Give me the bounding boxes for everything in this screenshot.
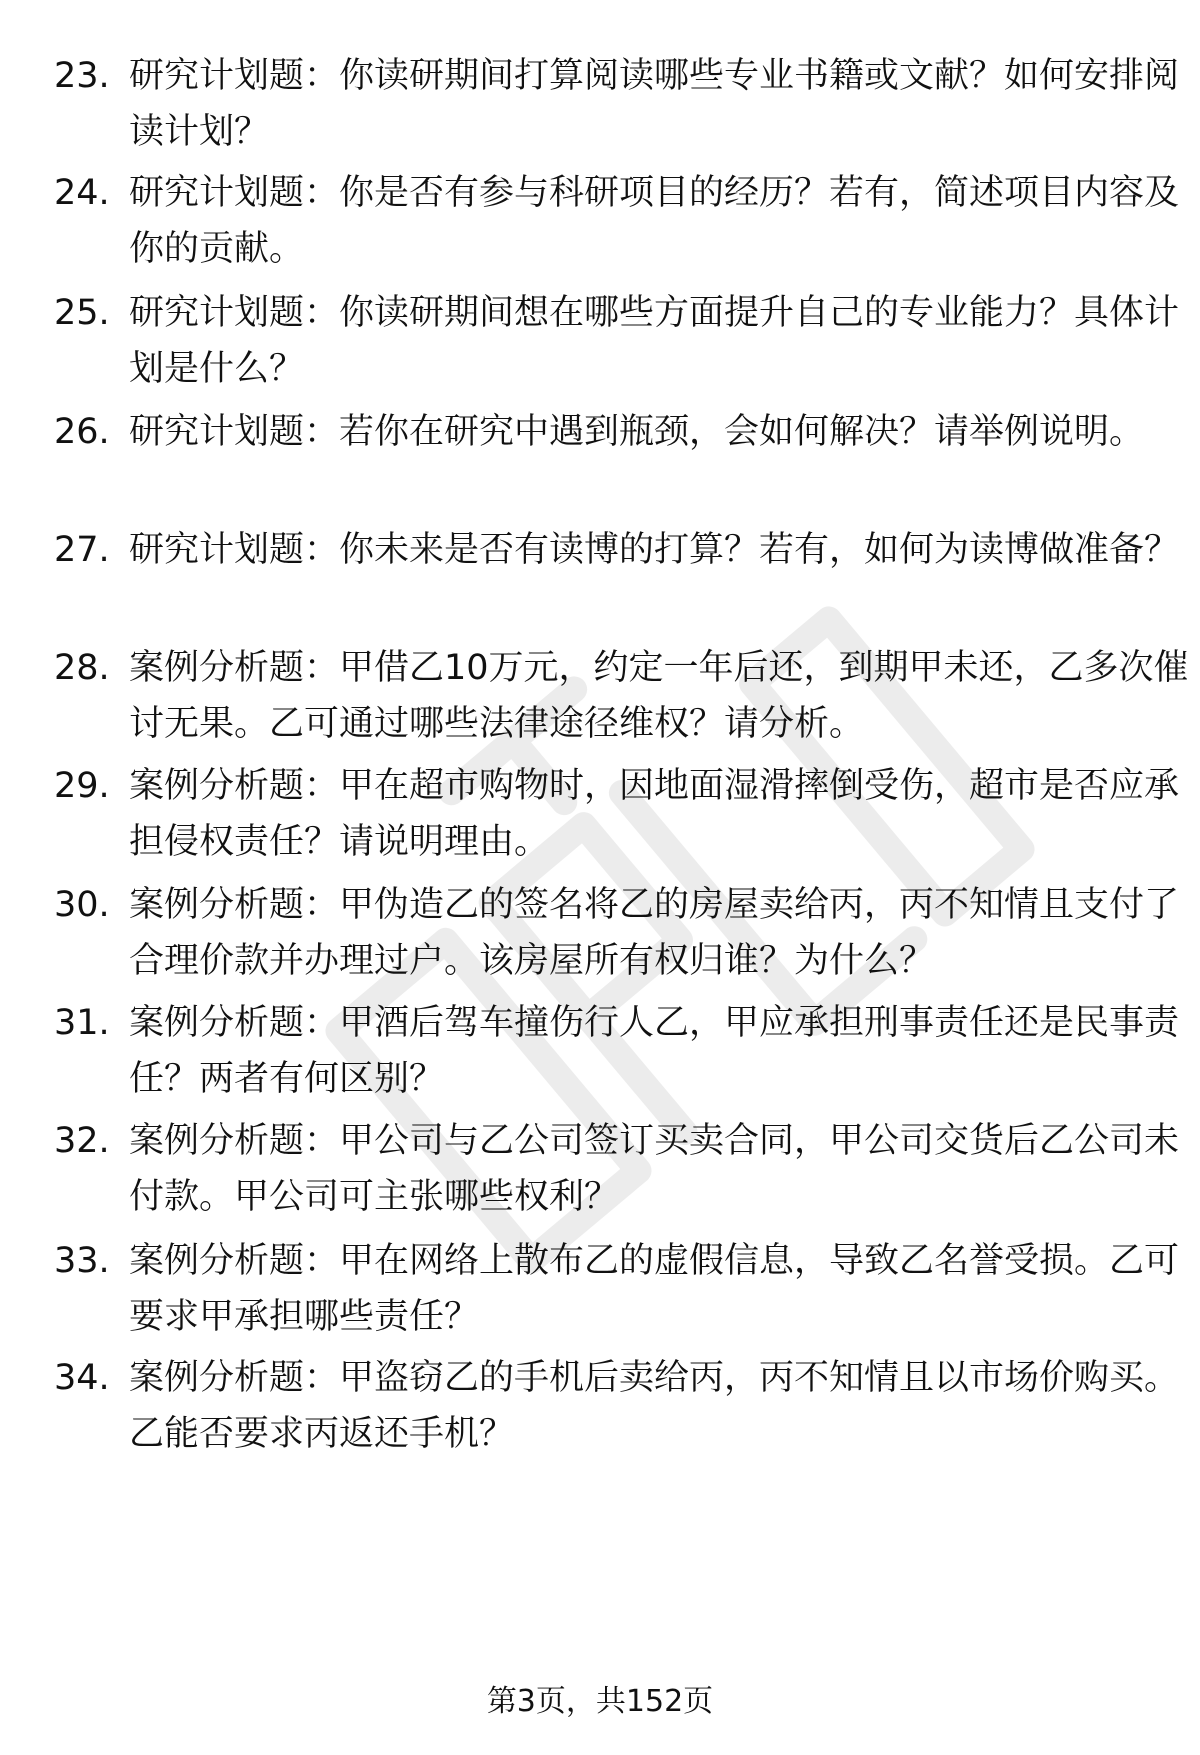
question-text: 案例分析题：甲借乙10万元，约定一年后还，到期甲未还，乙多次催讨无果。乙可通过哪些法律途径维权？请分析。: [129, 648, 1189, 744]
question-item: [54, 995, 1180, 1099]
page-number: 第3页，共152页: [486, 1684, 714, 1719]
question-number: 31.: [54, 1003, 110, 1043]
question-item: [54, 877, 1180, 981]
question-number: 27.: [54, 530, 110, 570]
question-text: 案例分析题：甲在超市购物时，因地面湿滑摔倒受伤，超市是否应承担侵权责任？请说明理由。: [129, 766, 1180, 862]
question-item: [54, 1350, 1180, 1454]
question-item: [54, 285, 1180, 389]
question-number: 25.: [54, 293, 110, 333]
question-text: 案例分析题：甲在网络上散布乙的虚假信息，导致乙名誉受损。乙可要求甲承担哪些责任？: [129, 1241, 1180, 1337]
question-text: 研究计划题：你读研期间想在哪些方面提升自己的专业能力？具体计划是什么？: [129, 293, 1180, 389]
question-item: [54, 1233, 1180, 1337]
question-item: [54, 640, 1189, 744]
question-item: [54, 404, 1154, 504]
question-number: 30.: [54, 885, 110, 925]
question-number: 26.: [54, 412, 110, 452]
question-text: 研究计划题：你读研期间打算阅读哪些专业书籍或文献？如何安排阅读计划？: [129, 56, 1180, 152]
question-number: 23.: [54, 56, 110, 96]
question-item: [54, 522, 1180, 622]
question-item: [54, 758, 1180, 862]
question-number: 24.: [54, 173, 110, 213]
question-item: [54, 48, 1180, 152]
question-text: 案例分析题：甲酒后驾车撞伤行人乙，甲应承担刑事责任还是民事责任？两者有何区别？: [129, 1003, 1180, 1099]
question-number: 32.: [54, 1121, 110, 1161]
question-text: 案例分析题：甲公司与乙公司签订买卖合同，甲公司交货后乙公司未付款。甲公司可主张哪些权利？: [129, 1121, 1180, 1217]
question-item: [54, 1113, 1180, 1217]
question-number: 34.: [54, 1358, 110, 1398]
question-text: 研究计划题：若你在研究中遇到瓶颈，会如何解决？请举例说明。: [129, 412, 1145, 452]
question-number: 33.: [54, 1241, 110, 1281]
question-number: 28.: [54, 648, 110, 688]
question-number: 29.: [54, 766, 110, 806]
question-text: 案例分析题：甲伪造乙的签名将乙的房屋卖给丙，丙不知情且支付了合理价款并办理过户。该房屋所有权归谁？为什么？: [129, 885, 1180, 981]
question-item: [54, 165, 1180, 269]
question-text: 研究计划题：你未来是否有读博的打算？若有，如何为读博做准备？: [129, 530, 1180, 570]
question-text: 研究计划题：你是否有参与科研项目的经历？若有，简述项目内容及你的贡献。: [129, 173, 1180, 269]
question-text: 案例分析题：甲盗窃乙的手机后卖给丙，丙不知情且以市场价购买。乙能否要求丙返还手机？: [129, 1358, 1180, 1454]
